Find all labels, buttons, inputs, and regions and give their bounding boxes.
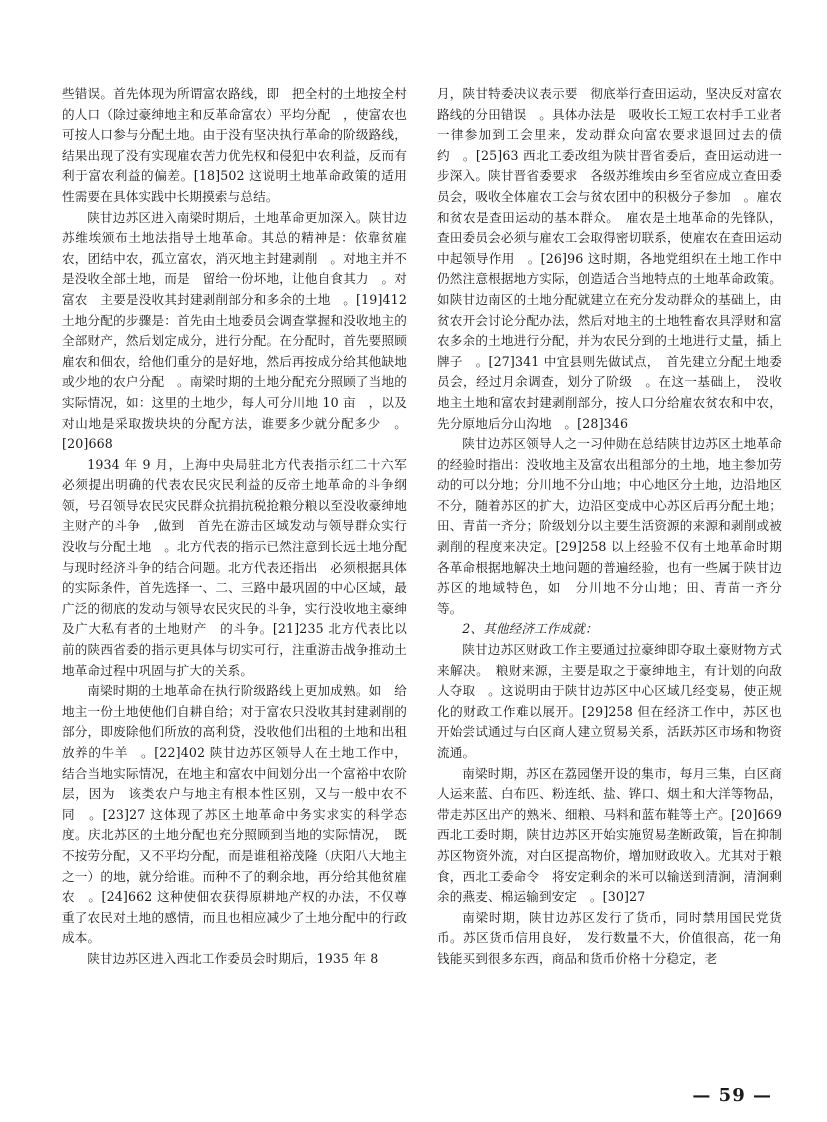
paragraph: 南梁时期，苏区在荔园堡开设的集市，每月三集，白区商人运来蓝、白布匹、粉连纸、盐、铧口、烟土和大洋等物品，带走苏区出产的熟米、细粮、马料和蓝布鞋等土产。[20]669 西北工委时期，陕甘边苏区开始实施贸易垄断政策，旨在抑制苏区物资外流，对白区提高物价，增加财政收入。尤其对于粮食，西北工委命令 将安定剩余的米可以输送到清涧，清涧剩余的燕麦、棉运输到安定 。[30]27 <box>437 765 782 905</box>
paragraph: 陕甘边苏区财政工作主要通过拉豪绅即夺取土豪财物方式来解决。 粮财来源，主要是取之于豪绅地主，有计划的向敌人夺取 。这说明由于陕甘边苏区中心区域几经变易，使正规化的财政工作难以展开。[29]258 但在经济工作中，苏区也开始尝试通过与白区商人建立贸易关系，活跃苏区市场和物资流通。 <box>437 642 782 760</box>
paragraph: 南梁时期的土地革命在执行阶级路线上更加成熟。如 给地主一份土地使他们自耕自给；对于富农只没收其封建剥削的部分，即废除他们所放的高利贷，没收他们出租的土地和出租放养的牛羊 。[22]402 陕甘边苏区领导人在土地工作中，结合当地实际情况，在地主和富农中间划分出一个富裕中农阶层，因为 该类农户与地主有根本性区别，又与一般中农不同 。[23]27 这体现了苏区土地革命中务实求实的科学态度。庆北苏区的土地分配也充分照顾到当地的实际情况， 既不按劳分配，又不平均分配，而是谁租裕茂隆（庆阳八大地主之一）的地，就分给谁。而种不了的剩余地，再分给其他贫雇农 。[24]662 这种使佃农获得原耕地产权的办法，不仅尊重了农民对土地的感情，而且也相应减少了土地分配中的行政成本。 <box>62 683 407 946</box>
section-heading <box>437 619 782 640</box>
paragraph: 陕甘边苏区领导人之一习仲勋在总结陕甘边苏区土地革命的经验时指出：没收地主及富农出租部分的土地，地主参加劳动的可以分地；分川地不分山地；中心地区分土地，边沿地区不分，随着苏区的扩大，边沿区变成中心苏区后再分配土地；田、青苗一齐分；阶级划分以主要生活资源的来源和剥削或被剥削的程度来决定。[29]258 以上经验不仅有土地革命时期各革命根据地解决土地问题的普遍经验，也有一些属于陕甘边苏区的地域特色，如 分川地不分山地；田、青苗一齐分 等。 <box>437 436 795 616</box>
paragraph: 些错误。首先体现为所谓富农路线，即 把全村的土地按全村的人口（除过豪绅地主和反革命富农）平均分配 ，使富农也可按人口参与分配土地。由于没有坚决执行革命的阶级路线，结果出现了没有实现雇农苦力优先权和侵犯中农利益，反而有利于富农利益的偏差。[18]502 这说明土地革命政策的适用性需要在具体实践中长期摸索与总结。 <box>62 86 407 204</box>
section-heading-text: 2、其他经济工作成就： <box>462 621 598 637</box>
right-column <box>437 84 795 1084</box>
paragraph: 陕甘边苏区进入西北工作委员会时期后，1935 年 8 <box>87 950 379 966</box>
left-column <box>62 84 420 1084</box>
paragraph: 南梁时期，陕甘边苏区发行了货币，同时禁用国民党货币。苏区货币信用良好， 发行数量不大，价值很高，花一角钱能买到很多东西，商品和货币价格十分稳定，老 <box>437 909 782 966</box>
paragraph: 月，陕甘特委决议表示要 彻底举行查田运动，坚决反对富农路线的分田错误 。具体办法是 吸收长工短工农村手工业者一律参加到工会里来，发动群众向富农要求退回过去的债约 。[25]63 西北工委改组为陕甘晋省委后，查田运动进一步深入。陕甘晋省委要求 各级苏维埃由乡至省应成立查田委员会，吸收全体雇农工会与贫农团中的积极分子参加 。雇农和贫农是查田运动的基本群众。 雇农是土地革命的先锋队，查田委员会必须与雇农工会取得密切联系，使雇农在查田运动中起领导作用 。[26]96 这时期，各地党组织在土地工作中仍然注意根据地方实际，创造适合当地特点的土地革命政策。如陕甘边南区的土地分配就建立在充分发动群众的基础上，由 贫农开会讨论分配办法，然后对地主的土地牲畜农具浮财和富农多余的土地进行分配，并为农民分到的土地进行丈量，插上牌子 。[27]341 中宜县则先做试点， 首先建立分配土地委员会，经过月余调查，划分了阶级 。在这一基础上， 没收地主土地和富农封建剥削部分，按人口分给雇农贫农和中农，先分原地后分山沟地 。[28]346 <box>437 86 795 431</box>
paragraph: 1934 年 9 月，上海中央局驻北方代表指示红二十六军 必须提出明确的代表农民灾民利益的反帝土地革命的斗争纲领，号召领导农民灾民群众抗捐抗税抢粮分粮以至没收豪绅地主财产的斗争 ,做到 首先在游击区域发动与领导群众实行没收与分配土地 。北方代表的指示已然注意到长远土地分配与现时经济斗争的结合问题。北方代表还指出 必须根据具体的实际条件，首先选择一、二、三路中最巩固的中心区域，最广泛的彻底的发动与领导农民灾民的斗争，实行没收地主豪绅及广大私有者的土地财产 的斗争。[21]235 北方代表比以前的陕西省委的指示更具体与切实可行，注重游击战争推动土地革命过程中巩固与扩大的关系。 <box>62 456 420 678</box>
page-number: — 59 — <box>692 1085 772 1106</box>
article-body <box>62 84 795 1084</box>
paragraph: 陕甘边苏区进入南梁时期后，土地革命更加深入。陕甘边苏维埃颁布土地法指导土地革命。其总的精神是：依靠贫雇农，团结中农，孤立富农，消灭地主封建剥削 。对地主并不是没收全部土地，而是 留给一份坏地，让他自食其力 。对富农 主要是没收其封建剥削部分和多余的土地 。[19]412 土地分配的步骤是：首先由土地委员会调查掌握和没收地主的全部财产，然后划定成分，进行分配。在分配时，首先要照顾雇农和佃农，给他们重分的是好地，然后再按成分给其他缺地或少地的农户分配 。南梁时期的土地分配充分照顾了当地的实际情况，如：这里的土地少，每人可分川地 10 亩 ，以及 对山地是采取拨块块的分配方法，谁要多少就分配多少 。[20]668 <box>62 209 420 452</box>
